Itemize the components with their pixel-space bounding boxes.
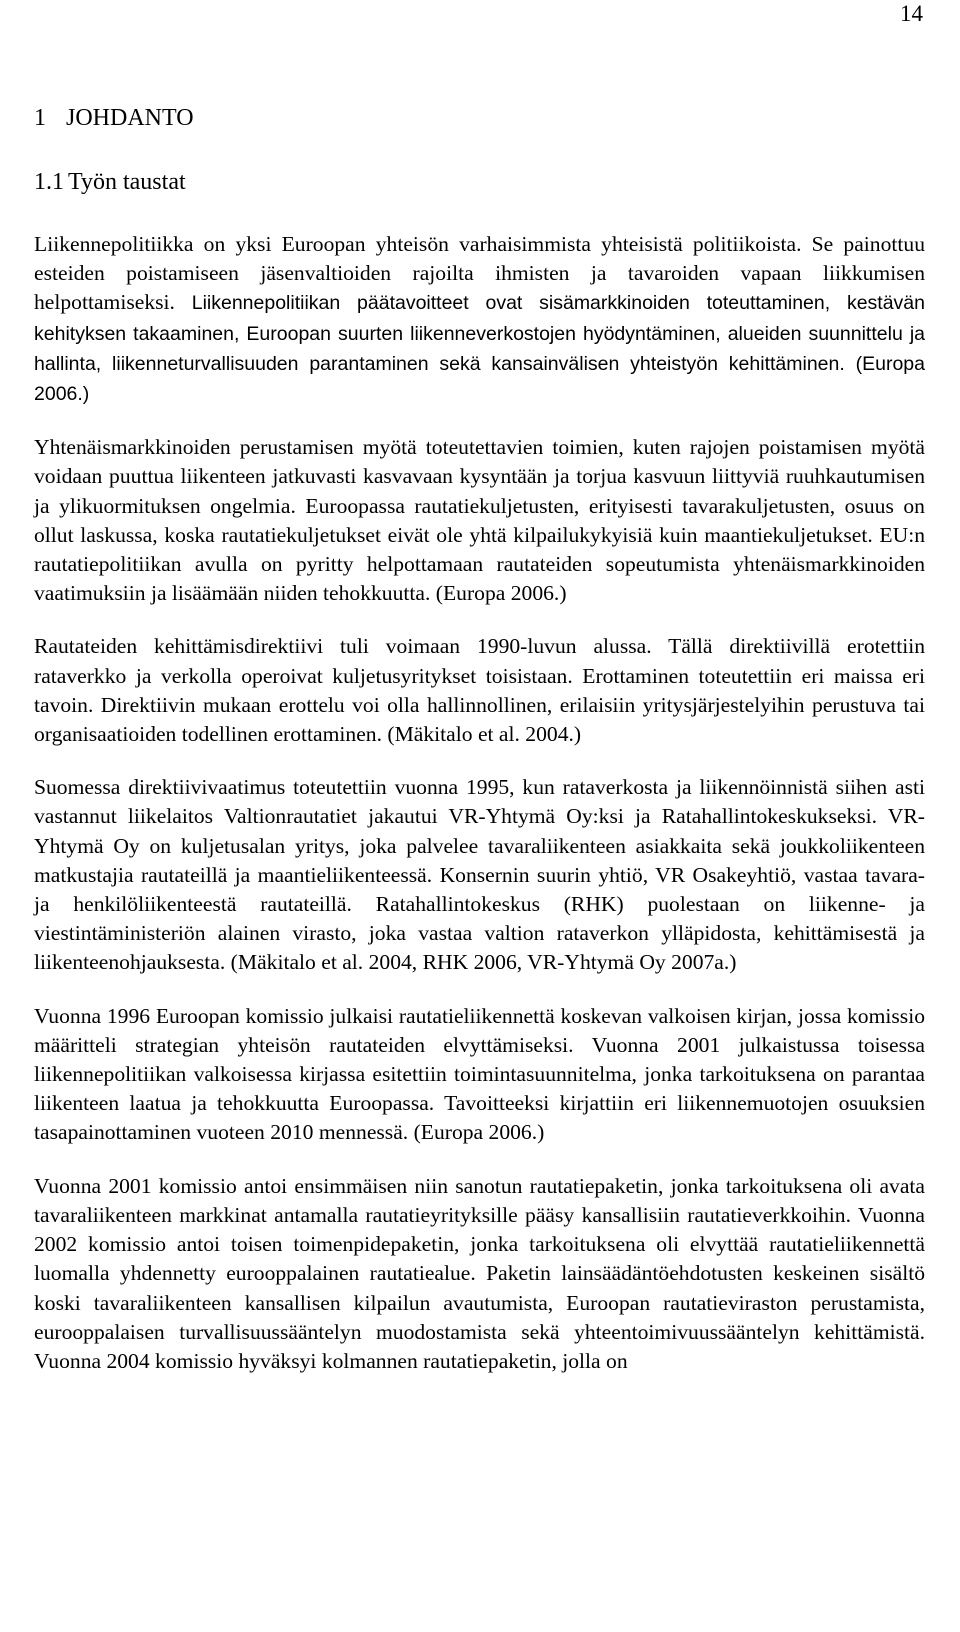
paragraph [34, 230, 925, 409]
paragraph-segment: Liikennepolitiikka on yksi Euroopan yhteisön varhaisimmista yhteisistä politiikoista. Se painottuu esteiden poistamiseen jäsenvaltioiden rajoilta ihmisten ja tavaroiden vapaan liikkumisen helpottamiseksi. [34, 232, 925, 315]
chapter-heading [34, 104, 194, 132]
chapter-title: JOHDANTO [66, 105, 194, 131]
page-number: 14 [900, 1, 923, 26]
paragraph-segment: Euroopassa rautatiekuljetusten, erityisesti tavarakuljetusten, osuus on ollut laskussa, koska rautatiekuljetukset eivät ole yhtä kilpailukykyisiä kuin maantiekuljetukset. EU:n rautatiepolitiikan avulla on pyritty helpottamaan rautateiden sopeutumista yhtenäismarkkinoiden vaatimuksiin ja lisäämään niiden tehokkuutta. (Europa 2006.) [34, 493, 925, 606]
paragraph: Vuonna 1996 Euroopan komissio julkaisi rautatieliikennettä koskevan valkoisen kirjan, jossa komissio määritteli strategian yhteisön rautateiden elvyttämiseksi. Vuonna 2001 julkaistussa toisessa liikennepolitiikan valkoisessa kirjassa esitettiin toimintasuunnitelma, jonka tarkoituksena on parantaa liikenteen laatua ja tehokkuutta Euroopassa. Tavoitteeksi kirjattiin eri liikennemuotojen osuuksien tasapainottaminen vuoteen 2010 mennessä. (Europa 2006.) [34, 1003, 925, 1145]
paragraph: Rautateiden kehittämisdirektiivi tuli voimaan 1990-luvun alussa. Tällä direktiivillä erotettiin rataverkko ja verkolla operoivat kuljetusyritykset toisistaan. Erottaminen toteutettiin eri maissa eri tavoin. Direktiivin mukaan erottelu voi olla hallinnollinen, erilaisiin yritysjärjestelyihin perustuva tai organisaatioiden todellinen erottaminen. (Mäkitalo et al. 2004.) [34, 634, 925, 747]
body-text [34, 230, 925, 1400]
paragraph [34, 433, 925, 608]
paragraph-segment: Yhtenäismarkkinoiden perustamisen myötä toteutettavien toimien, kuten rajojen poistamisen myötä voidaan puuttua liikenteen jatkuvasti kasvavaan kysyntään ja torjua kasvuun liittyviä ruuhkautumisen ja ylikuormituksen ongelmia. [34, 435, 925, 518]
section-title: Työn taustat [68, 169, 186, 195]
paragraph: Vuonna 2001 komissio antoi ensimmäisen niin sanotun rautatiepaketin, jonka tarkoituksena oli avata tavaraliikenteen markkinat antamalla rautatieyrityksille pääsy kansallisiin rautatieverkkoihin. Vuonna 2002 komissio antoi toisen toimenpidepaketin, jonka tarkoituksena oli elvyttää rautatieliikennettä luomalla yhdennetty eurooppalainen rautatiealue. Paketin lainsäädäntöehdotusten keskeinen sisältö koski tavaraliikenteen kansallisen kilpailun avautumista, Euroopan rautatieviraston perustamista, eurooppalaisen turvallisuussääntelyn muodostamista sekä yhteentoimivuussääntelyn kehittämistä. Vuonna 2004 komissio hyväksyi kolmannen rautatiepaketin, jolla on [34, 1173, 925, 1373]
paragraph-segment: Liikennepolitiikan päätavoitteet ovat sisämarkkinoiden toteuttaminen, kestävän kehityksen takaaminen, Euroopan suurten liikenneverkostojen hyödyntäminen, alueiden suunnittelu ja hallinta, liikenneturvallisuuden parantaminen sekä kansainvälisen yhteistyön kehittäminen. (Europa 2006.) [34, 292, 925, 406]
chapter-number: 1 [34, 105, 46, 131]
section-number: 1.1 [34, 169, 64, 195]
section-heading [34, 168, 186, 196]
paragraph: Suomessa direktiivivaatimus toteutettiin vuonna 1995, kun rataverkosta ja liikennöinnistä siihen asti vastannut liikelaitos Valtionrautatiet jakautui VR-Yhtymä Oy:ksi ja Ratahallintokeskukseksi. VR-Yhtymä Oy on kuljetusalan yritys, joka palvelee tavaraliikenteen asiakkaita sekä joukkoliikenteen matkustajia rautateillä ja maantieliikenteessä. Konsernin suurin yhtiö, VR Osakeyhtiö, vastaa tavara- ja henkilöliikenteestä rautateillä. Ratahallintokeskus (RHK) puolestaan on liikenne- ja viestintäministeriön alainen virasto, joka vastaa valtion rataverkon ylläpidosta, kehittämisestä ja liikenteenohjauksesta. (Mäkitalo et al. 2004, RHK 2006, VR-Yhtymä Oy 2007a.) [34, 775, 925, 975]
